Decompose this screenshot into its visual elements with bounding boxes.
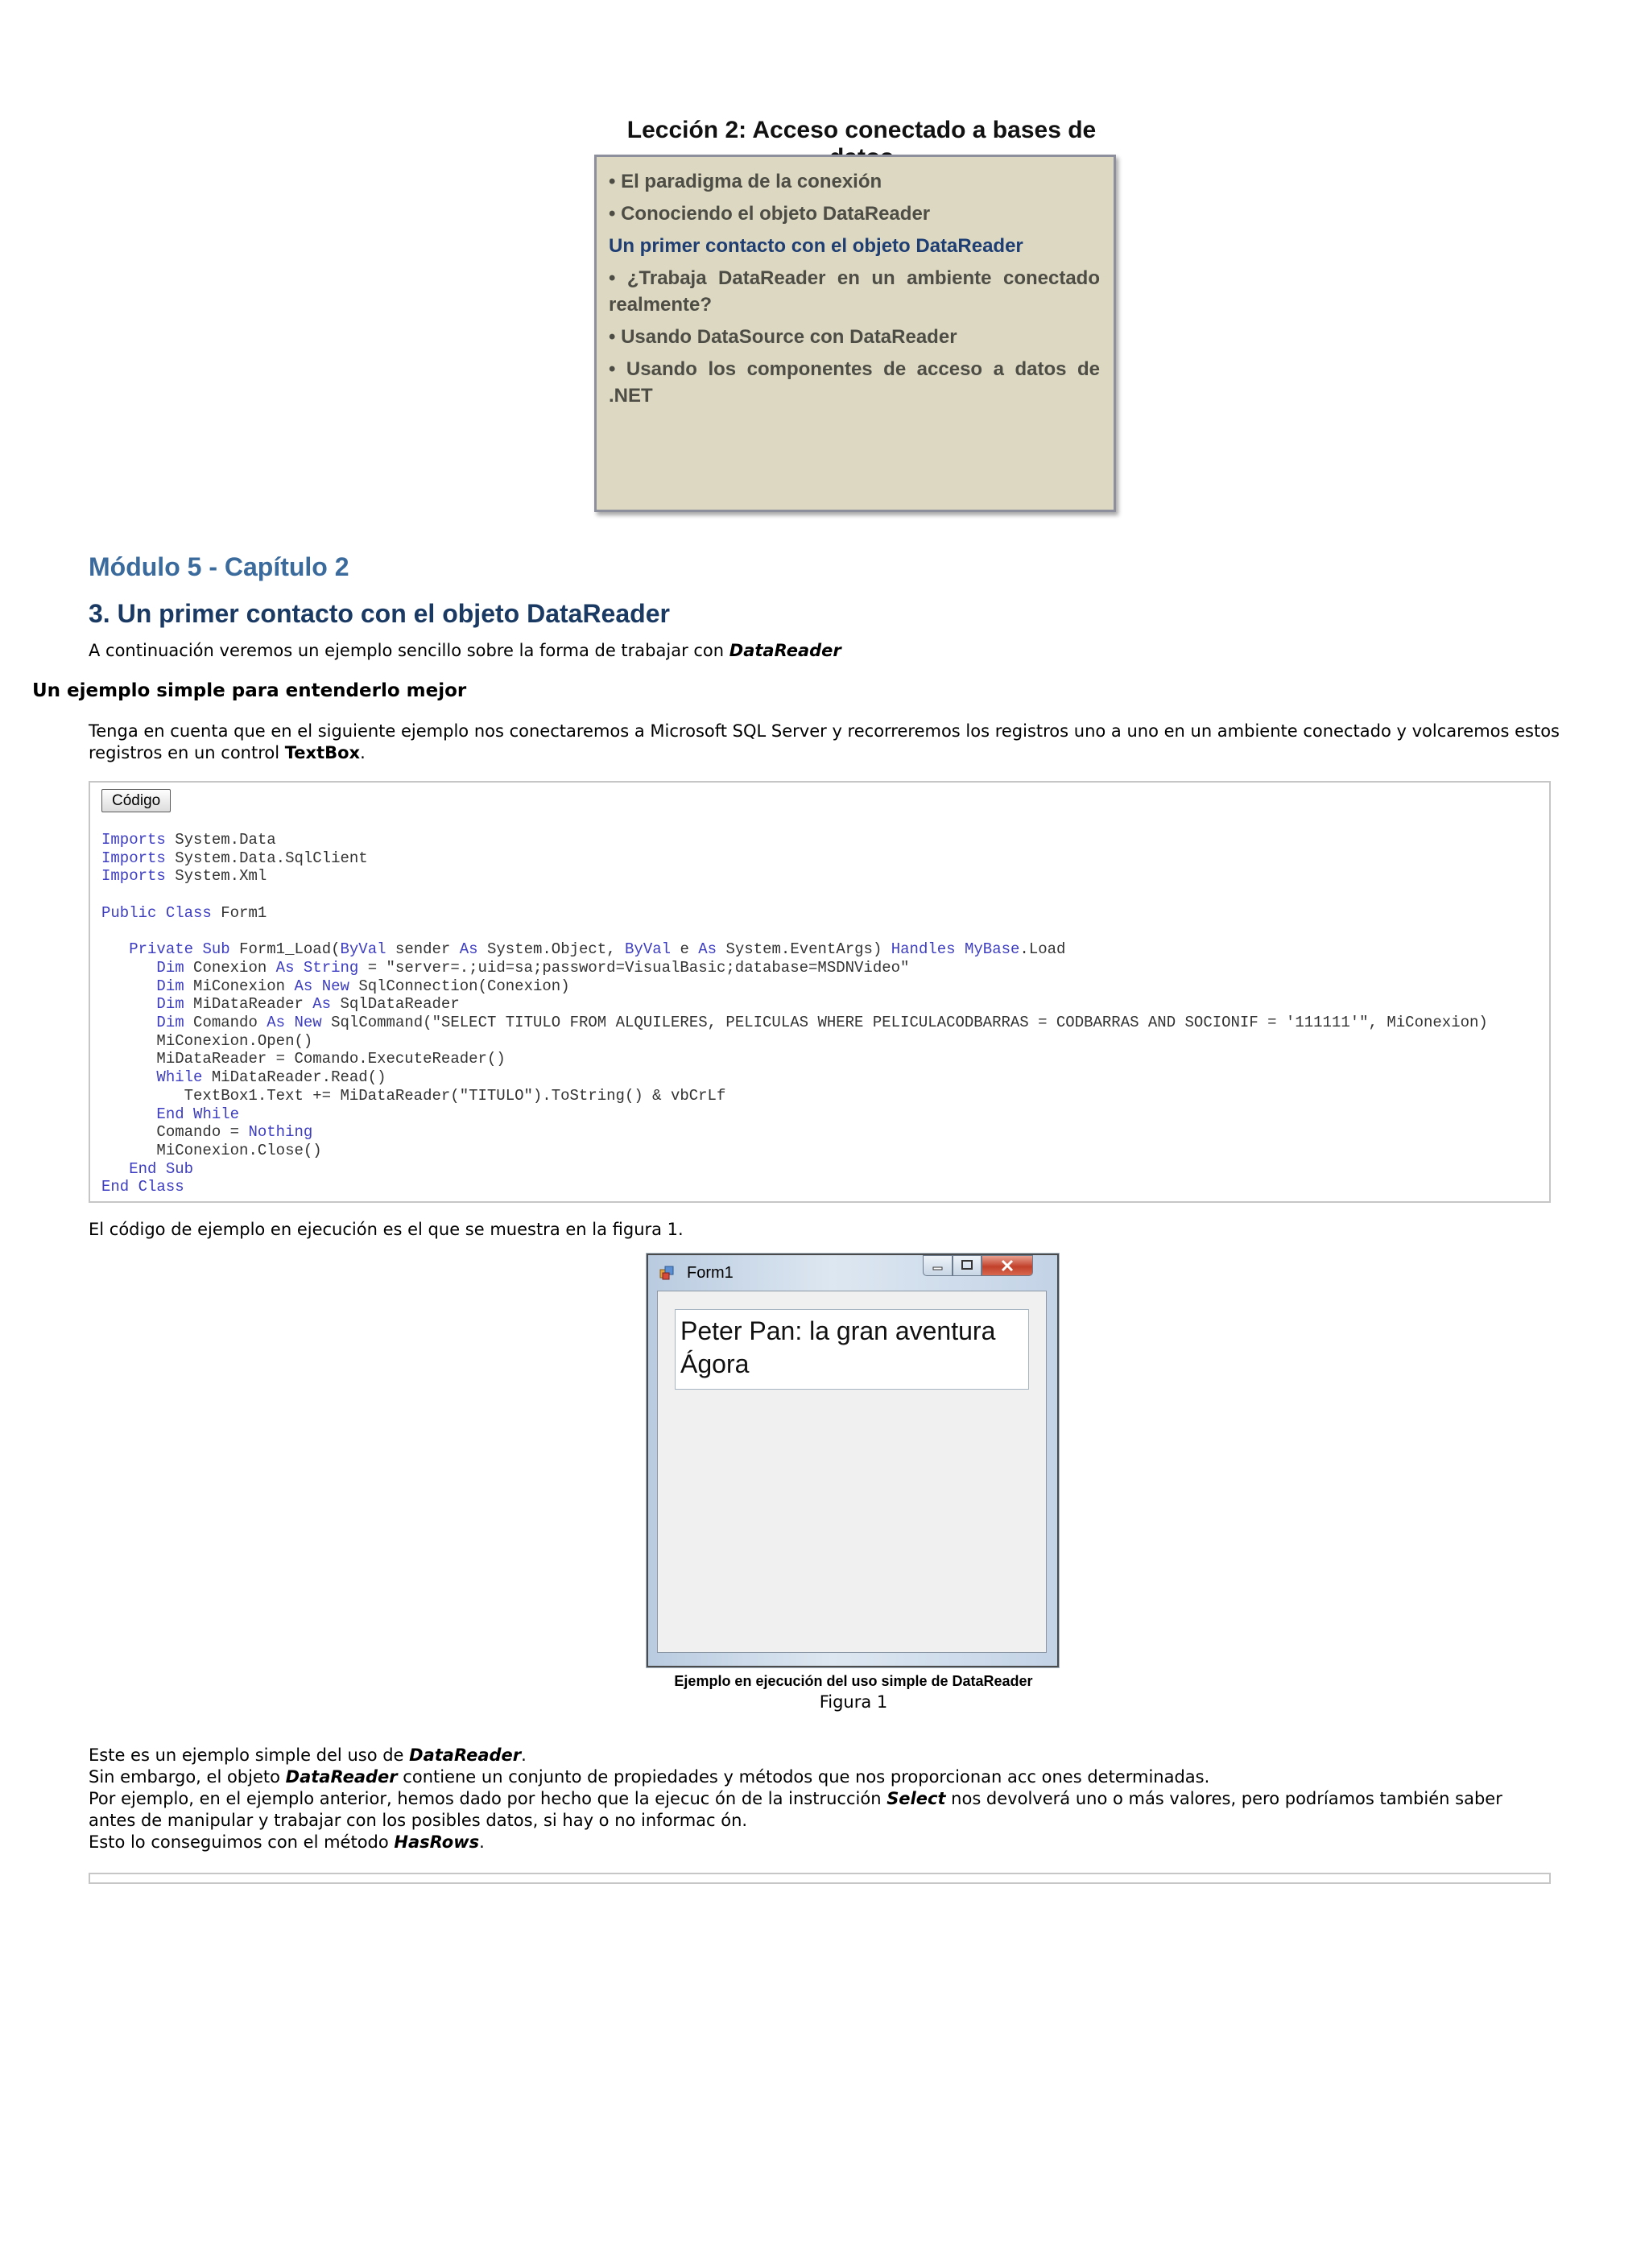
code-line: Dim MiDataReader As SqlDataReader [156,995,460,1014]
lesson-topic-item: • ¿Trabaja DataReader en un ambiente conectado realmente? [609,267,1100,316]
closing-text: nos devolverá uno o más valores, pero podríamos también saber antes de manipular y trabajar con los posibles datos, si hay o no informac ón. [89,1789,1502,1830]
minimize-button[interactable] [923,1255,953,1276]
code-line: Private Sub Form1_Load(ByVal sender As System.Object, ByVal e As System.EventArgs) Handles MyBase.Load [129,940,1066,959]
explanation-bold: TextBox [284,743,361,762]
code-line: MiConexion.Close() [156,1141,322,1159]
closing-emphasis: HasRows [394,1832,480,1852]
explanation-paragraph [89,721,1602,764]
code-line: TextBox1.Text += MiDataReader("TITULO").ToString() & vbCrLf [101,1086,726,1105]
closing-text: Por ejemplo, en el ejemplo anterior, hemos dado por hecho que la ejecuc ón de la instrucción [89,1789,887,1808]
lesson-title: Lección 2: Acceso conectado a bases de [626,117,1097,143]
code-line: Imports System.Xml [101,867,267,886]
lesson-topic-item: • El paradigma de la conexión [609,171,882,192]
lesson-topic-item: • Usando los componentes de acceso a datos de .NET [609,358,1100,407]
closing-line [89,1745,1554,1766]
explanation-text: Tenga en cuenta que en el siguiente ejemplo nos conectaremos a Microsoft SQL Server y recorreremos los registros uno a uno en un ambiente conectado y volcaremos estos registros en un control [89,721,1560,762]
closing-emphasis: DataReader [285,1767,398,1787]
figure-caption: Ejemplo en ejecución del uso simple de DataReader [674,1673,1033,1689]
closing-emphasis: DataReader [409,1745,522,1765]
code-line: Comando = Nothing [156,1123,313,1142]
code-line: Imports System.Data [101,831,276,849]
maximize-icon [953,1256,981,1275]
closing-text: . [521,1745,527,1765]
code-tab-button[interactable]: Código [101,789,171,812]
subsection-heading: Un ejemplo simple para entenderlo mejor [32,680,467,701]
intro-emphasis: DataReader [729,641,841,660]
closing-text: Esto lo conseguimos con el método [89,1832,395,1852]
form-title: Form1 [687,1264,734,1282]
code-line: MiConexion.Open() [156,1031,313,1050]
code-block [89,781,1551,1203]
closing-text: . [479,1832,485,1852]
minimize-icon [924,1256,952,1275]
lesson-topic-item: • Conociendo el objeto DataReader [609,203,931,225]
textbox-line: Ágora [680,1349,750,1378]
code-line: End While [156,1105,240,1123]
module-title: Módulo 5 - Capítulo 2 [89,552,349,581]
closing-line [89,1832,1554,1853]
closing-paragraph [89,1745,1554,1853]
code-line: Public Class Form1 [101,903,267,922]
code-line: MiDataReader = Comando.ExecuteReader() [156,1050,506,1068]
textbox-line: Peter Pan: la gran aventura [680,1316,996,1345]
lesson-topic-list [609,168,1100,415]
lesson-topic-current: Un primer contacto con el objeto DataReader [609,235,1023,257]
code-line: End Class [101,1178,184,1196]
intro-paragraph [89,640,841,662]
lesson-topic-item: • Usando DataSource con DataReader [609,326,957,348]
bottom-divider [89,1873,1551,1884]
code-line: Imports System.Data.SqlClient [101,849,368,867]
figure-intro-paragraph: El código de ejemplo en ejecución es el que se muestra en la figura 1. [89,1220,684,1239]
figure-label: Figura 1 [819,1692,888,1712]
section-title: 3. Un primer contacto con el objeto DataReader [89,599,670,628]
code-line: Dim Conexion As String = "server=.;uid=sa;password=VisualBasic;database=MSDNVideo" [156,958,910,977]
code-listing [101,831,1488,1196]
form-client-area [657,1291,1047,1653]
closing-emphasis: Select [886,1789,946,1808]
maximize-button[interactable] [953,1255,982,1276]
close-icon [982,1256,1032,1275]
lesson-card [594,155,1116,512]
form-window [647,1254,1059,1667]
closing-line [89,1766,1554,1788]
closing-line [89,1788,1554,1832]
close-button[interactable] [982,1255,1033,1276]
code-line: Dim MiConexion As New SqlConnection(Conexion) [156,977,570,995]
form-app-icon [659,1265,676,1281]
explanation-end: . [360,743,366,762]
closing-text: Este es un ejemplo simple del uso de [89,1745,410,1765]
code-line: While MiDataReader.Read() [156,1068,386,1087]
closing-text: Sin embargo, el objeto [89,1767,286,1787]
form-textbox[interactable] [675,1309,1029,1390]
code-line: Dim Comando As New SqlCommand("SELECT TITULO FROM ALQUILERES, PELICULAS WHERE PELICULACODBARRAS = CODBARRAS AND SOCIONIF = '111111'", MiConexion) [156,1014,1488,1032]
intro-text: A continuación veremos un ejemplo sencillo sobre la forma de trabajar con [89,641,729,660]
code-line: End Sub [129,1159,194,1178]
closing-text: contiene un conjunto de propiedades y métodos que nos proporcionan acc ones determinadas. [397,1767,1210,1787]
